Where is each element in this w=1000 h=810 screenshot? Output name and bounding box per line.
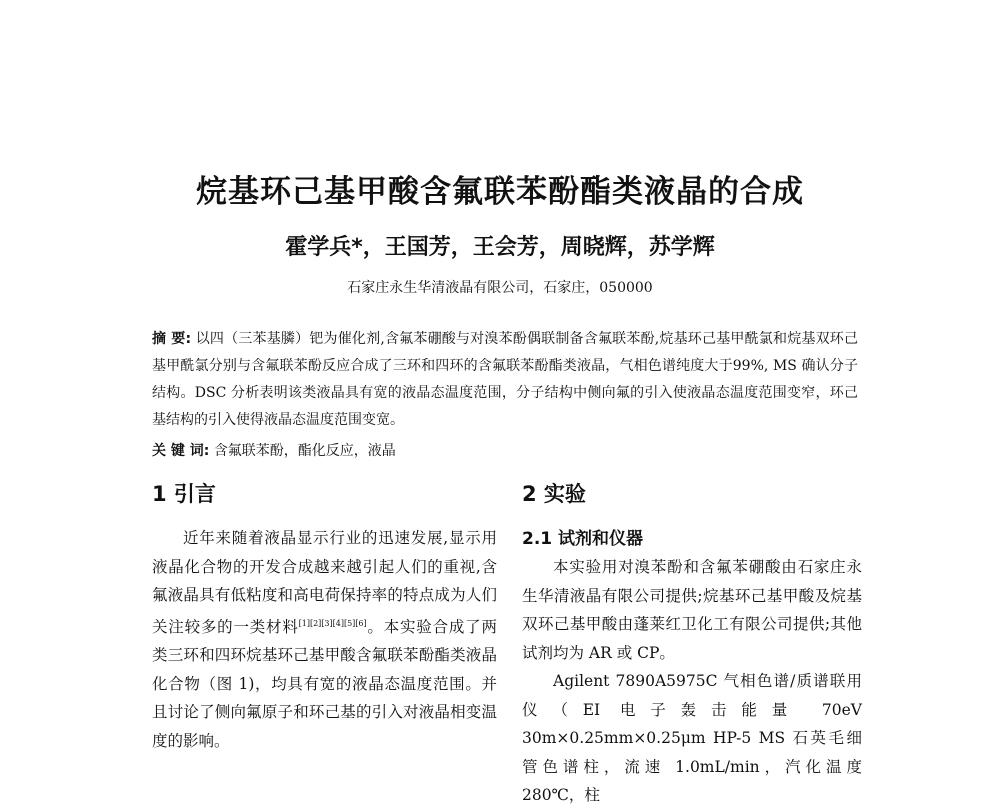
intro-text-1: 近年来随着液晶显示行业的迅速发展,显示用液晶化合物的开发合成越来越引起人们的重视,含氟液晶具有低粘度和高电荷保持率的特点成为人们关注较多的一类材料	[152, 529, 497, 636]
left-column	[152, 478, 497, 755]
subsection-heading-reagents: 2.1 试剂和仪器	[522, 529, 644, 549]
keywords-label: 关 键 词:	[152, 443, 210, 459]
citation-refs: [1][2][3][4][5][6]	[298, 618, 367, 628]
affiliation: 石家庄永生华清液晶有限公司，石家庄，050000	[347, 280, 653, 296]
intro-text-2: 。本实验合成了两类三环和四环烷基环己基甲酸含氟联苯酚酯类液晶化合物（图 1)，均具有宽的液晶态温度范围。并且讨论了侧向氟原子和环己基的引入对液晶相变温度的影响。	[152, 617, 497, 750]
reagents-paragraph: 本实验用对溴苯酚和含氟苯硼酸由石家庄永生华清液晶有限公司提供;烷基环己基甲酸及烷基双环己基甲酸由蓬莱红卫化工有限公司提供;其他试剂均为 AR 或 CP。	[522, 558, 862, 662]
abstract-label: 摘 要:	[152, 331, 192, 347]
instrument-paragraph: Agilent 7890A5975C 气相色谱/质谱联用仪（EI 电子轰击能量 70eV 30m×0.25mm×0.25μm HP-5 MS 石英毛细管色谱柱，流速 1.0mL/min，汽化温度 280℃，柱	[522, 672, 862, 804]
abstract-text: 以四（三苯基膦）钯为催化剂,含氟苯硼酸与对溴苯酚偶联制备含氟联苯酚,烷基环己基甲酰氯和烷基双环己基甲酰氯分别与含氟联苯酚反应合成了三环和四环的含氟联苯酚酯类液晶，气相色谱纯度大于99%, MS 确认分子结构。DSC 分析表明该类液晶具有宽的液晶态温度范围，分子结构中侧向氟的引入使液晶态温度范围变窄，环己基结构的引入使得液晶态温度范围变宽。	[152, 331, 858, 428]
section-heading-experiment: 2 实验	[522, 482, 586, 506]
introduction-paragraph	[152, 524, 497, 755]
paper-title: 烷基环己基甲酸含氟联苯酚酯类液晶的合成	[196, 174, 804, 210]
keywords-text: 含氟联苯酚，酯化反应，液晶	[213, 443, 396, 459]
abstract	[152, 326, 858, 434]
section-heading-introduction: 1 引言	[152, 482, 216, 506]
author-list: 霍学兵*，王国芳，王会芳，周晓辉，苏学辉	[285, 235, 715, 260]
keywords	[152, 438, 858, 465]
